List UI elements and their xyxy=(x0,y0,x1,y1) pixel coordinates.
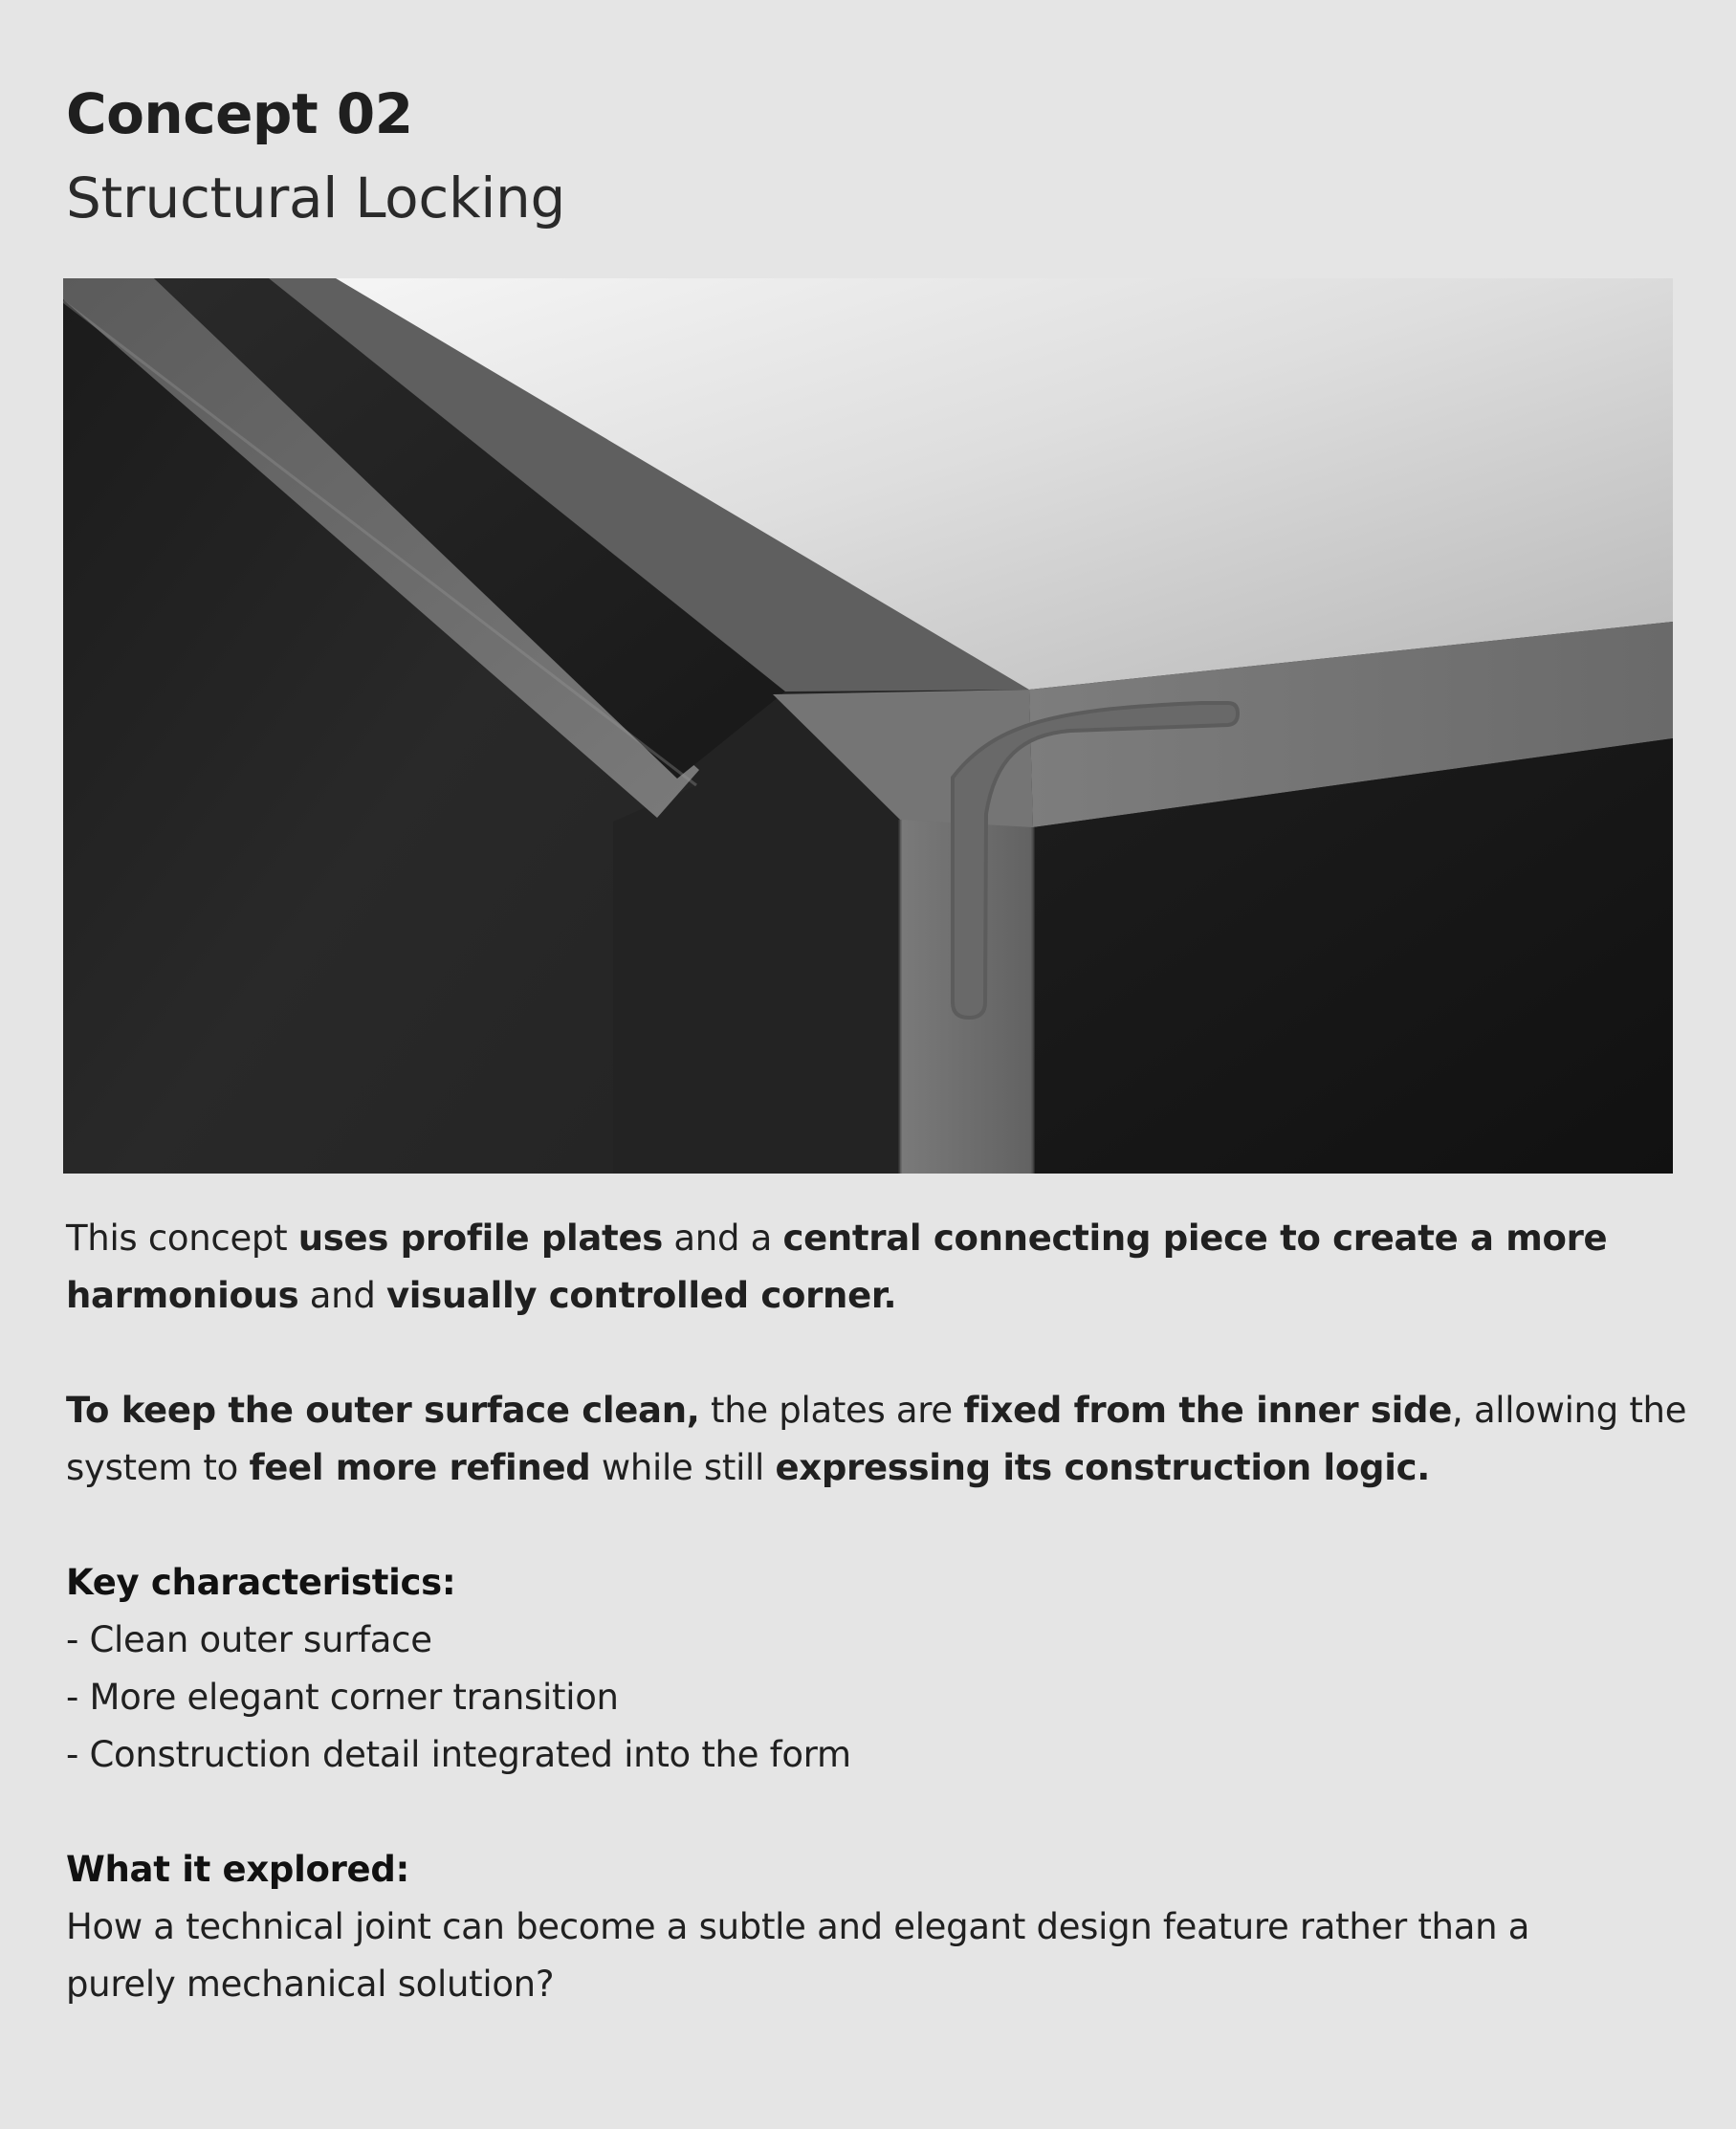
text-run: , allowing the xyxy=(1452,1390,1687,1431)
paragraph-spacer xyxy=(66,1784,1692,1841)
characteristic-item: - Construction detail integrated into the form xyxy=(66,1734,851,1775)
concept-title: Concept 02 xyxy=(66,81,413,146)
paragraph-spacer xyxy=(66,1325,1692,1382)
explored-heading: What it explored: xyxy=(66,1849,410,1890)
bold-text-run: uses profile plates xyxy=(297,1218,663,1259)
concept-description xyxy=(66,1210,1692,2013)
characteristic-item: - More elegant corner transition xyxy=(66,1677,619,1718)
description-paragraph-1 xyxy=(66,1210,1692,1325)
text-run: system to xyxy=(66,1447,250,1488)
explored-line: purely mechanical solution? xyxy=(66,1964,555,2005)
structural-corner-illustration xyxy=(63,278,1673,1174)
characteristics-heading: Key characteristics: xyxy=(66,1562,456,1603)
text-run: This concept xyxy=(66,1218,298,1259)
bold-text-run: feel more refined xyxy=(249,1447,591,1488)
bold-text-run: expressing its construction logic. xyxy=(775,1447,1430,1488)
text-run: and a xyxy=(662,1218,783,1259)
text-run: the plates are xyxy=(699,1390,964,1431)
bold-text-run: fixed from the inner side xyxy=(963,1390,1453,1431)
text-run: and xyxy=(298,1275,386,1316)
bold-text-run: visually controlled corner. xyxy=(385,1275,897,1316)
text-run: while still xyxy=(590,1447,776,1488)
description-paragraph-2 xyxy=(66,1382,1692,1497)
concept-subtitle: Structural Locking xyxy=(66,165,566,230)
structural-corner-render xyxy=(63,278,1673,1174)
bold-text-run: central connecting piece to create a more xyxy=(782,1218,1608,1259)
characteristic-item: - Clean outer surface xyxy=(66,1619,432,1660)
bold-text-run: harmonious xyxy=(66,1275,299,1316)
bold-text-run: To keep the outer surface clean, xyxy=(66,1390,700,1431)
explored-line: How a technical joint can become a subtle and elegant design feature rather than a xyxy=(66,1906,1530,1947)
paragraph-spacer xyxy=(66,1497,1692,1554)
